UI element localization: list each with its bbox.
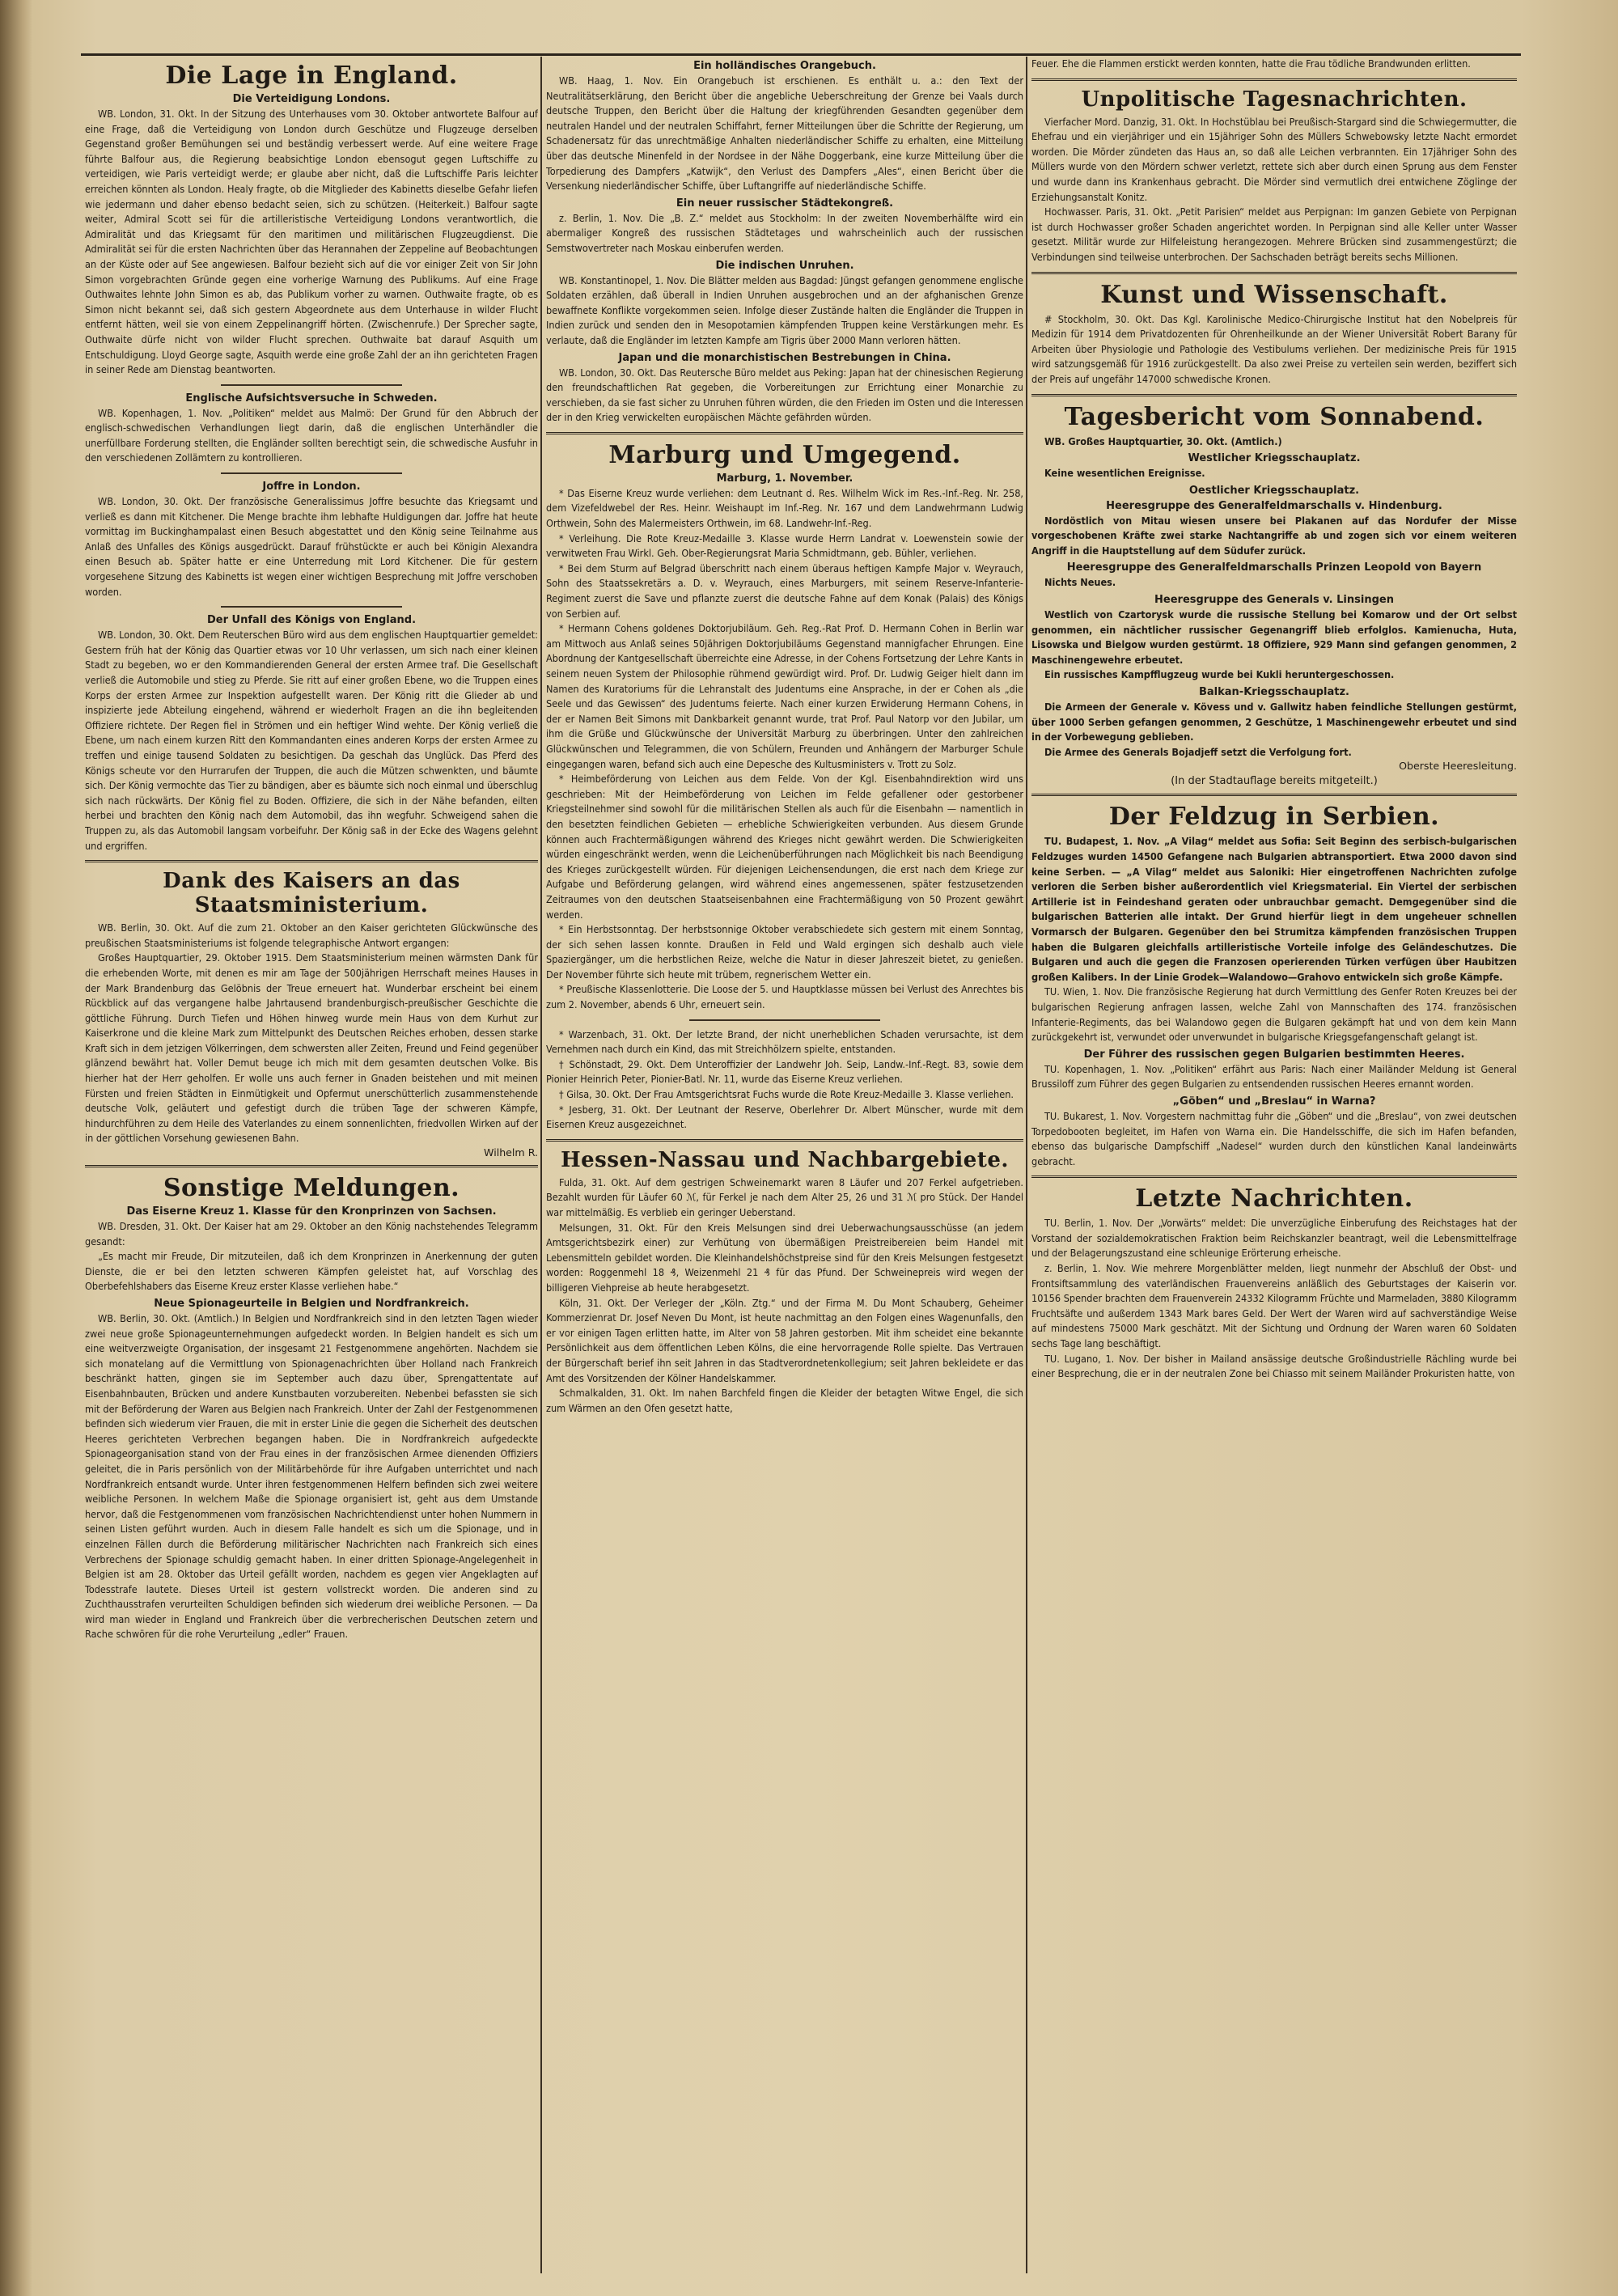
article-text: Vierfacher Mord. Danzig, 31. Okt. In Hochstüblau bei Preußisch-Stargard sind die Schwiegermutter, die Ehefrau und ein vierjähriger und ein 15jähriger Sohn des Müllers Schwebowsky letzte Nacht ermordet worden. Die Mörder zündeten das Haus an, so daß alle Leichen verbrannten. Ein 17jähriger Sohn des Müllers wurde von den Mördern schwer verletzt, rettete sich aber durch einen Sprung aus dem Fenster und wurde dann ins Krankenhaus gebracht. Die Mörder sind vermutlich drei entwichene Zöglinge der Erziehungsanstalt Konitz.: [1031, 115, 1517, 203]
article-text: z. Berlin, 1. Nov. Die „B. Z.“ meldet aus Stockholm: In der zweiten Novemberhälfte wird ein abermaliger Kongreß des russischen Städtetages und wahrscheinlich auch der russischen Semstwovertreter nach Moskau einberufen werden.: [546, 211, 1023, 254]
article-text: Nordöstlich von Mitau wiesen unsere bei Plakanen auf das Nordufer der Misse vorgeschobenen Kräfte zwei starke Nachtangriffe ab und zogen sich vor einem weiteren Angriff in die Hauptstellung auf dem Südufer zurück.: [1031, 514, 1517, 557]
article-text: # Stockholm, 30. Okt. Das Kgl. Karolinische Medico-Chirurgische Institut hat den Nobelpreis für Medizin für 1914 dem Privatdozenten für Ohrenheilkunde an der Wiener Universität Robert Barany für Arbeiten über Physiologie und Pathologie des Vestibulums verliehen. Der medizinische Preis für 1915 wird satzungsgemäß für 1916 zurückgestellt. Da also zwei Preise zu verteilen sein werden, beziffert sich der Preis auf ungefähr 147000 schwedische Kronen.: [1031, 312, 1517, 385]
separator: [221, 472, 402, 474]
article-text: Großes Hauptquartier, 29. Oktober 1915. Dem Staatsministerium meinen wärmsten Dank für die erhebenden Worte, mit denen es mir am Tage der 500jährigen Herrschaft meines Hauses in der Mark Brandenburg das Gelöbnis der Treue erneuert hat. Wunderbar erscheint bei einem Rückblick auf das vergangene halbe Jahrtausend brandenburgisch-preußischer Geschichte die göttliche Führung. Durch Tiefen und Höhen hinweg wurde mein Haus von dem Kurhut zur Kaiserkrone und die kleine Mark zum Mittelpunkt des Deutschen Reiches erhoben, dessen starke Kraft sich in dem jetzigen Völkerringen, dem schwersten aller Zeiten, Freund und Feind gegenüber glänzend bewährt hat. Voller Demut beuge ich mich mit dem gesamten deutschen Volke. Bis hierher hat der Herr geholfen. Er wolle uns auch ferner in Gnaden beistehen und mit meinen Fürsten und freien Städten in Einmütigkeit und Opfermut unerschütterlich zusammenstehende deutsche Volk, geläutert und gefestigt durch die trüben Tage der schweren Kämpfe, hindurchführen zu dem Heile des Vaterlandes zu einem sonnenlichten, friedvollen Wirken auf der in der göttlichen Vorsehung gewiesenen Bahn.: [85, 951, 538, 1145]
section-rule: [85, 1165, 538, 1167]
article-text: Hochwasser. Paris, 31. Okt. „Petit Parisien“ meldet aus Perpignan: Im ganzen Gebiete von Perpignan ist durch Hochwasser großer Schaden angerichtet worden. In Perpignan sind alle Keller unter Wasser gesetzt. Militär wurde zur Hilfeleistung herangezogen. Mehrere Brücken sind zusammengestürzt; die Verbindungen sind teilweise unterbrochen. Der Sachschaden beträgt bereits sechs Millionen.: [1031, 205, 1517, 263]
headline-hessen-nassau: Hessen-Nassau und Nachbargebiete.: [561, 1147, 1009, 1172]
article-text: WB. London, 30. Okt. Dem Reuterschen Büro wird aus dem englischen Hauptquartier gemeldet: Gestern früh hat der König das Quartier etwas vor 10 Uhr verlassen, um sich nach einer kleinen Stadt zu begeben, wo er den Kommandierenden General der ersten Armee traf. Die Gesellschaft verließ die Automobile und stieg zu Pferde. Sie ritt auf einer großen Ebene, wo die Truppen eines Korps der ersten Armee zur Inspektion aufgestellt waren. Der König ritt die Glieder ab und inspizierte jede Abteilung eingehend, während er wiederholt Fragen an die ihn begleitenden Offiziere richtete. Der Regen fiel in Strömen und ein heftiger Wind wehte. Der König verließ die Ebene, um nach einem kurzen Ritt den Kommandanten eines anderen Korps der ersten Armee zu treffen und einige tausend Soldaten zu besichtigen. Da geschah das Unglück. Das Pferd des Königs scheute vor den Hurrarufen der Truppen, die auch die Mützen schwenkten, und bäumte sich. Der König vermochte das Tier zu bändigen, aber es bäumte sich noch einmal und überschlug sich nach rückwärts. Der König fiel zu Boden. Offiziere, die sich in der Nähe befanden, eilten herbei und brachten den König nach dem Automobil, das ihn wegfuhr. Schweigend sahen die Truppen zu, als das Automobil langsam vorbeifuhr. Der König saß in der Ecke des Wagens gelehnt und ergriffen.: [85, 629, 538, 852]
headline-unpolitische: Unpolitische Tagesnachrichten.: [1081, 87, 1468, 112]
section-rule: [546, 1139, 1023, 1142]
article-text: TU. Berlin, 1. Nov. Der „Vorwärts“ meldet: Die unverzügliche Einberufung des Reichstages hat der Vorstand der sozialdemokratischen Fraktion beim Reichskanzler beantragt, weil die Lebensmittelfrage und der Belagerungszustand eine schleunige Erörterung erheische.: [1031, 1217, 1517, 1260]
headline-letzte-nachrichten: Letzte Nachrichten.: [1135, 1184, 1413, 1214]
section-rule: [1031, 1176, 1517, 1178]
article-text: Die Armeen der Generale v. Kövess und v. Gallwitz haben feindliche Stellungen gestürmt, über 1000 Serben gefangen genommen, 2 Geschütze, 1 Maschinengewehr erbeutet und sind in der Vorbewegung geblieben.: [1031, 701, 1517, 743]
article-text: WB. Großes Hauptquartier, 30. Okt. (Amtlich.): [1044, 434, 1282, 447]
subhead-ost: Oestlicher Kriegsschauplatz.: [1188, 484, 1360, 497]
subhead-linsingen: Heeresgruppe des Generals v. Linsingen: [1154, 594, 1394, 607]
headline-tagesbericht: Tagesbericht vom Sonnabend.: [1064, 402, 1485, 431]
subhead-schweden: Englische Aufsichtsversuche in Schweden.: [185, 392, 438, 405]
article-text: * Warzenbach, 31. Okt. Der letzte Brand, der nicht unerheblichen Schaden verursachte, ist dem Vernehmen nach durch ein Kind, das mit Streichhölzern spielte, entstanden.: [546, 1027, 1023, 1056]
headline-marburg: Marburg und Umgegend.: [608, 440, 961, 469]
article-text: * Hermann Cohens goldenes Doktorjubiläum. Geh. Reg.-Rat Prof. D. Hermann Cohen in Berlin war am Mittwoch aus Anlaß seines 50jährigen Doktorjubiläums Gegenstand mannigfacher Ehrungen. Eine Abordnung der Kantgesellschaft überreichte eine Adresse, in der Cohens Fortsetzung der Lehre Kants in seinem neuen System der Philosophie rühmend gewürdigt wird. Prof. Dr. Ludwig Geiger hielt dann im Namen des Kuratoriums für die Lehranstalt des Judentums eine Ansprache, in der er Cohen als „die Seele und das Gewissen“ des Judentums feierte. Nach einer kurzen Erwiderung Hermann Cohens, in der er Namen Beit Simons mit Dankbarkeit genannt wurde, trat Prof. Paul Natorp vor den Jubilar, um ihm die Grüße und Glückwünsche der Universität Marburg zu überbringen. Unter den zahlreichen Glückwünschen und Telegrammen, die von Schülern, Freunden und Anhängern der Marburger Schule eingegangen waren, befand sich auch eine Depesche des Kultusministers v. Trott zu Solz.: [546, 622, 1023, 770]
article-text: WB. London, 31. Okt. In der Sitzung des Unterhauses vom 30. Oktober antwortete Balfour auf eine Frage, daß die Verteidigung von London durch Geschütze und Flugzeuge derselben Gegenstand großer Bemühungen sei und beständig verbessert werde. Auf eine weitere Frage führte Balfour aus, die Regierung beabsichtige London ebensogut gegen Luftschiffe zu verteidigen, wie Paris verteidigt werde; er glaube aber nicht, daß die Luftschiffe Paris leichter erreichen könnten als London. Healy fragte, ob die Mitglieder des Kabinetts dieselbe Gefahr liefen wie jedermann und daher ebenso bedacht seien, sich zu schützen. (Heiterkeit.) Balfour sagte weiter, Admiral Scott sei für die artilleristische Verteidigung Londons verantwortlich, die Admiralität und das Kriegsamt für den maritimen und militärischen Flugzeugdienst. Die Admiralität sei für die ersten Nachrichten über das Herannahen der Zeppeline auf Beobachtungen an der Küste oder auf See angewiesen. Balfour bezieht sich auf die vor einiger Zeit von Sir John Simon vorgebrachten Gründe gegen eine vorherige Warnung des Publikums. Auf eine Frage Outhwaites lehnte John Simon es ab, das Publikum vorher zu warnen. Outhwaite fragte, ob es Simon nicht bekannt sei, daß sich gestern Abgeordnete aus dem Unterhause in wilder Flucht entfernt hätten, weil sie von einem Zeppelinangriff hörten. (Zwischenrufe.) Der Sprecher sagte, Outhwaite dürfe nicht von wilder Flucht sprechen. Outhwaite bat darauf Asquith um Entschuldigung. Lloyd George sagte, Asquith werde eine große Zahl der an ihn gerichteten Fragen in seiner Rede am Dienstag beantworten.: [85, 108, 538, 376]
column-rule-1: [540, 57, 542, 2273]
top-rule: [81, 53, 1521, 56]
article-text: Die Armee des Generals Bojadjeff setzt die Verfolgung fort.: [1044, 745, 1352, 758]
section-rule: [85, 860, 538, 862]
article-text: WB. London, 30. Okt. Das Reutersche Büro meldet aus Peking: Japan hat der chinesischen Regierung den freundschaftlichen Rat gegeben, die Vorbereitungen zur Errichtung einer Monarchie zu verschieben, da sie fast sicher zu Unruhen führen würden, die den Frieden im Osten und die Interessen der in den Krieg verwickelten europäischen Mächte gefährden würden.: [546, 366, 1023, 424]
article-text: Ein russisches Kampfflugzeug wurde bei Kukli heruntergeschossen.: [1044, 668, 1395, 681]
column-2: [546, 57, 1023, 2280]
separator: [221, 606, 402, 608]
subhead-leopold: Heeresgruppe des Generalfeldmarschalls Prinzen Leopold von Bayern: [1066, 561, 1482, 574]
subhead-staedtekongress: Ein neuer russischer Städtekongreß.: [676, 197, 894, 210]
page-edge-shadow: [0, 0, 32, 2296]
article-text: TU. Bukarest, 1. Nov. Vorgestern nachmittag fuhr die „Göben“ und die „Breslau“, von zwei deutschen Torpedobooten begleitet, im Hafen von Warna ein. Die Handelsschiffe, die sich im Hafen befanden, ebenso das bulgarische Dampfschiff „Nadesel“ wurden durch den künstlichen Kanal landeinwärts gebracht.: [1031, 1109, 1517, 1167]
article-text: TU. Wien, 1. Nov. Die französische Regierung hat durch Vermittlung des Genfer Roten Kreuzes bei der bulgarischen Regierung anfragen lassen, welche Zahl von Mannschaften des 174. französischen Infanterie-Regiments, das bei Walandowo gegen die Bulgaren gekämpft hat und von dem kein Mann zurückgekehrt ist, verwundet oder unverwundet in bulgarische Kriegsgefangenschaft gelangt ist.: [1031, 985, 1517, 1044]
subhead-hindenburg: Heeresgruppe des Generalfeldmarschalls v. Hindenburg.: [1106, 499, 1442, 512]
article-text: * Verleihung. Die Rote Kreuz-Medaille 3. Klasse wurde Herrn Landrat v. Loewenstein sowie der verwitweten Frau Wirkl. Geh. Ober-Regierungsrat Maria Schmidtmann, geb. Bühler, verliehen.: [546, 532, 1023, 560]
article-text: „Es macht mir Freude, Dir mitzuteilen, daß ich dem Kronprinzen in Anerkennung der guten Dienste, die er bei den letzten schweren Kämpfen geleistet hat, auf Vorschlag des Oberbefehlshabers das Eiserne Kreuz erster Klasse verliehen habe.“: [85, 1250, 538, 1293]
article-text: Fulda, 31. Okt. Auf dem gestrigen Schweinemarkt waren 8 Läufer und 207 Ferkel aufgetrieben. Bezahlt wurden für Läufer 60 ℳ, für Ferkel je nach dem Alter 25, 26 und 31 ℳ pro Stück. Der Handel war mittelmäßig. Es verblieb ein geringer Ueberstand.: [546, 1176, 1023, 1218]
article-text: Westlich von Czartorysk wurde die russische Stellung bei Komarow und der Ort selbst genommen, ein nächtlicher russischer Gegenangriff blieb erfolglos. Kamienucha, Huta, Lisowska und Bielgow wurden gestürmt. 18 Offiziere, 929 Mann sind gefangen genommen, 2 Maschinengewehre erbeutet.: [1031, 608, 1517, 666]
section-rule: [546, 432, 1023, 434]
article-text: WB. Konstantinopel, 1. Nov. Die Blätter melden aus Bagdad: Jüngst gefangen genommene englische Soldaten erzählen, daß überall in Indien Unruhen ausgebrochen und an der afghanischen Grenze bewaffnete Konflikte vorgekommen seien. Infolge dieser Zustände halten die Engländer die Truppen in Indien zurück und senden den in Mesopotamien kämpfenden Truppen keine Verstärkungen mehr. Es verlaute, daß die Engländer im letzten Kampfe am Tigris über 2000 Mann verloren hätten.: [546, 273, 1023, 346]
headline-kunst: Kunst und Wissenschaft.: [1100, 280, 1448, 309]
section-rule: [1031, 794, 1517, 796]
section-rule: [1031, 272, 1517, 274]
article-text: * Heimbeförderung von Leichen aus dem Felde. Von der Kgl. Eisenbahndirektion wird uns geschrieben: Mit der Heimbeförderung von Leichen im Felde gefallener oder gestorbener Kriegsteilnehmer sind sowohl für die militärischen Stellen als auch für die Eisenbahn — namentlich in den besetzten feindlichen Gebieten — erhebliche Schwierigkeiten verbunden. Aus diesem Grunde können auch Frachtermäßigungen während des Krieges nicht gewährt werden. Die Schwierigkeiten würden eingeschränkt werden, wenn die Leichenüberführungen nach Möglichkeit bis nach Beendigung des Krieges zurückgestellt würden. Für diejenigen Leichensendungen, die erst nach dem Kriege zur Aufgabe und Beförderung gelangen, wird während eines angemessenen, später festzusetzenden Zeitraumes von den deutschen Staatseisenbahnen eine Frachtermäßigung von 50 Prozent gewährt werden.: [546, 773, 1023, 921]
article-text: WB. Haag, 1. Nov. Ein Orangebuch ist erschienen. Es enthält u. a.: den Text der Neutralitätserklärung, den Bericht über die angebliche Ueberschreitung der Grenze bei Vaals durch deutsche Truppen, den Bericht über die Haltung der kriegführenden Gesandten gegenüber dem neutralen Handel und der neutralen Schiffahrt, ferner Mitteilungen über die Schritte der Regierung, um Schadenersatz für das unrechtmäßige Anhalten niederländischer Schiffe zu erhalten, eine Mitteilung über das deutsche Minenfeld in der Nordsee in der Nähe Doggerbank, eine kurze Mitteilung über die Torpedierung des Dampfers „Katwijk“, den Verlust des Dampfers „Ales“, einen Bericht über die Versenkung niederländischer Schiffe, über Luftangriffe auf niederländische Schiffe.: [546, 74, 1023, 193]
subhead-balkan: Balkan-Kriegsschauplatz.: [1199, 686, 1349, 699]
article-text: WB. Berlin, 30. Okt. Auf die zum 21. Oktober an den Kaiser gerichteten Glückwünsche des preußischen Staatsministeriums ist folgende telegraphische Antwort ergangen:: [85, 921, 538, 949]
article-text: TU. Budapest, 1. Nov. „A Vilag“ meldet aus Sofia: Seit Beginn des serbisch-bulgarischen Feldzuges wurden 14500 Gefangene nach Bulgarien abtransportiert. Etwa 2000 davon sind keine Serben. — „A Vilag“ meldet aus Saloniki: Hier eingetroffenen Nachrichten zufolge verloren die Serben bisher außerordentlich viel Kriegsmaterial. Ein Viertel der serbischen Artillerie ist in Feindeshand geraten oder unbrauchbar gemacht. Demgegenüber sind die bulgarischen Batterien alle intakt. Der Grund hierfür liegt in dem ungeheuer schnellen Vormarsch der Bulgaren. Gegenüber den bei Strumitza kämpfenden französischen Truppen haben die Bulgaren gleichfalls artilleristische Vorteile infolge des Geländeschutzes. Die Bulgaren und auch die gegen die Franzosen operierenden Türken verfügen über Haubitzen großen Kalibers. In der Linie Grodek—Walandowo—Grahovo entwickeln sich große Kämpfe.: [1031, 835, 1517, 983]
article-text: * Ein Herbstsonntag. Der herbstsonnige Oktober verabschiedete sich gestern mit einem Sonntag, der sich sehen lassen konnte. Draußen in Feld und Wald ergingen sich deshalb auch viele Spaziergänger, um die herbstlichen Reize, welche die Natur in dieser Jahreszeit bietet, zu genießen. Der November führte sich heute mit trübem, regnerischem Wetter ein.: [546, 923, 1023, 981]
article-text: WB. Dresden, 31. Okt. Der Kaiser hat am 29. Oktober an den König nachstehendes Telegramm gesandt:: [85, 1220, 538, 1248]
headline-dank-des-kaisers: Dank des Kaisers an das Staatsministerium.: [163, 869, 460, 918]
article-text: * Das Eiserne Kreuz wurde verliehen: dem Leutnant d. Res. Wilhelm Wick im Res.-Inf.-Reg. Nr. 258, dem Vizefeldwebel der Res. Heinr. Weishaupt im Inf.-Reg. Nr. 167 und dem Landwehrmann Ludwig Orthwein, Sohn des Malermeisters Orthwein, im 68. Landwehr-Inf.-Reg.: [546, 486, 1023, 530]
article-text: † Gilsa, 30. Okt. Der Frau Amtsgerichtsrat Fuchs wurde die Rote Kreuz-Medaille 3. Klasse verliehen.: [559, 1088, 1014, 1101]
headline-sonstige-meldungen: Sonstige Meldungen.: [163, 1174, 460, 1203]
subhead-joffre: Joffre in London.: [262, 481, 361, 494]
separator: [689, 1019, 880, 1021]
article-text: TU. Lugano, 1. Nov. Der bisher in Mailand ansässige deutsche Großindustrielle Rächling wurde bei einer Besprechung, die er in der neutralen Zone bei Chiasso mit seinem Mailänder Prokuristen hatte, von: [1031, 1352, 1517, 1380]
article-text: Köln, 31. Okt. Der Verleger der „Köln. Ztg.“ und der Firma M. Du Mont Schauberg, Geheimer Kommerzienrat Dr. Josef Neven Du Mont, ist heute nachmittag an den Folgen eines Wagenunfalls, den er vor einigen Tagen erlitten hatte, im Alter von 58 Jahren gestorben. Mit ihm scheidet eine bekannte Persönlichkeit aus dem öffentlichen Leben Kölns, die eine hervorragende Rolle spielte. Das Vertrauen der Bürgerschaft berief ihn seit Jahren in das Stadtverordnetenkollegium; seit Jahren bekleidete er das Amt des Vorsitzenden der Kölner Handelskammer.: [546, 1296, 1023, 1384]
article-text: Feuer. Ehe die Flammen erstickt werden konnten, hatte die Frau tödliche Brandwunden erlitten.: [1031, 57, 1471, 70]
dateline: Marburg, 1. November.: [716, 472, 853, 485]
article-text: z. Berlin, 1. Nov. Wie mehrere Morgenblätter melden, liegt nunmehr der Abschluß der Obst- und Frontsiftsammlung des vaterländischen Frauenvereins anläßlich des Geburtstages der Kaiserin vor. 10156 Spender brachten dem Frauenverein 24332 Kilogramm Früchte und Marmeladen, 3880 Kilogramm Fruchtsäfte und außerdem 1343 Mark bares Geld. Der Wert der Waren wird auf sachverständige Weise auf mindestens 75000 Mark geschätzt. Mit der Sichtung und Ordnung der Waren waren 60 Soldaten sechs Tage lang beschäftigt.: [1031, 1262, 1517, 1350]
subhead-spionage: Neue Spionageurteile in Belgien und Nordfrankreich.: [154, 1298, 469, 1310]
article-text: * Bei dem Sturm auf Belgrad überschritt nach einem überaus heftigen Kampfe Major v. Weyrauch, Sohn des Staatssekretärs a. D. v. Weyrauch, eines Marburgers, mit seinem Reserve-Infanterie-Regiment zuerst die Save und pflanzte zuerst die deutsche Fahne auf dem Konak (Palais) des Königs von Serbien auf.: [546, 561, 1023, 620]
article-text: Nichts Neues.: [1044, 576, 1116, 589]
article-text: WB. Berlin, 30. Okt. (Amtlich.) In Belgien und Nordfrankreich sind in den letzten Tagen wieder zwei neue große Spionageunternehmungen aufgedeckt worden. In Belgien handelt es sich um eine weitverzweigte Organisation, der insgesamt 21 Festgenommene angehörten. Nachdem sie sich monatelang auf die Vermittlung von Spionagenachrichten über Holland nach Frankreich beschränkt hatten, gingen sie im September auch dazu über, Sprengattentate auf Eisenbahnbauten, Brücken und andere Kunstbauten vorzubereiten. Nebenbei befassten sie sich mit der Beförderung der Waren aus Belgien nach Frankreich. Unter der Zahl der Festgenommenen befinden sich wiederum vier Frauen, die mit in erster Linie die gegen die Sicherheit des deutschen Heeres gerichteten Verbrechen begangen haben. Die in Nordfrankreich aufgedeckte Spionageorganisation stand von der Frau eines in der französischen Armee dienenden Offiziers geleitet, die in Paris persönlich von der Militärbehörde für ihre Aufgaben unterrichtet und nach Nordfrankreich entsandt wurde. Unter ihren festgenommenen Helfern befinden sich zwei weitere weibliche Personen. In welchem Maße die Spionage organisiert ist, geht aus dem Umstande hervor, daß die Festgenommenen vom französischen Nachrichtendienst unter hohen Nummern in seinen Listen geführt wurden. Auch in diesem Falle handelt es sich um die Spionage, und in einzelnen Fällen durch die Beförderung militärischer Nachrichten nach Frankreich sich eines Verbrechens der Spionage schuldig gemacht haben. In einer dritten Spionage-Angelegenheit in Belgien ist am 28. Oktober das Urteil gefällt worden, nachdem es gegen vier Angeklagten auf Todesstrafe lautete. Dieses Urteil ist gestern vollstreckt worden. Die anderen sind zu Zuchthausstrafen verurteilten Schuldigen befinden sich wiederum drei weibliche Personen. — Da wird man wieder in England und Frankreich über die verbrecherischen Deutschen zetern und Rache schwören für die rohe Verurteilung „edler“ Frauen.: [85, 1312, 538, 1641]
subhead-west: Westlicher Kriegsschauplatz.: [1188, 452, 1361, 465]
article-text: * Preußische Klassenlotterie. Die Loose der 5. und Hauptklasse müssen bei Verlust des Anrechtes bis zum 2. November, abends 6 Uhr, erneuert sein.: [546, 983, 1023, 1011]
article-text: TU. Kopenhagen, 1. Nov. „Politiken“ erfährt aus Paris: Nach einer Mailänder Meldung ist General Brussiloff zum Führer des gegen Bulgarien zu entsendenden russischen Heeres ernannt worden.: [1031, 1062, 1517, 1091]
subhead-fuehrer: Der Führer des russischen gegen Bulgarien bestimmten Heeres.: [1083, 1048, 1465, 1061]
article-text: Keine wesentlichen Ereignisse.: [1044, 467, 1205, 480]
separator: [221, 384, 402, 386]
column-1: [85, 57, 538, 2280]
subhead-japan-china: Japan und die monarchistischen Bestrebungen in China.: [618, 351, 951, 364]
column-rule-2: [1026, 57, 1027, 2273]
column-3: [1031, 57, 1517, 2280]
signature: Wilhelm R.: [484, 1146, 538, 1159]
signature: Oberste Heeresleitung.: [1399, 760, 1517, 773]
article-text: WB. London, 30. Okt. Der französische Generalissimus Joffre besuchte das Kriegsamt und verließ es dann mit Kitchener. Die Menge brachte ihm lebhafte Huldigungen dar. Joffre hat heute vormittag im Buckinghampalast einen Besuch abgestattet und den König seine Teilnahme aus Anlaß des Unfalles des Königs ausgedrückt. Darauf frühstückte er auch bei Königin Alexandra einen Besuch ab. Später hatte er eine Unterredung mit Lord Kitchener. Die für gestern vorgesehene Sitzung des Kabinetts ist wegen einer wichtigen Besprechung mit Joffre verschoben worden.: [85, 495, 538, 598]
article-text: WB. Kopenhagen, 1. Nov. „Politiken“ meldet aus Malmö: Der Grund für den Abbruch der englisch-schwedischen Verhandlungen liegt darin, daß die englischen Unterhändler die unerfüllbare Forderung stellten, die Engländer sollten berechtigt sein, die schwedische Ausfuhr in den verschiedenen Zollämtern zu kontrollieren.: [85, 406, 538, 464]
headline-lage-in-england: Die Lage in England.: [165, 61, 458, 90]
article-text: Melsungen, 31. Okt. Für den Kreis Melsungen sind drei Ueberwachungsausschüsse (an jedem Amtsgerichtsbezirk einer) zur Verhütung von übermäßigen Preistreibereien beim Handel mit Lebensmitteln gebildet worden. Die Kleinhandelshöchstpreise sind für den Kreis Melsungen festgesetzt worden: Roggenmehl 18 ₰, Weizenmehl 21 ₰ für das Pfund. Der Schweinepreis wird wegen der billigeren Viehpreise ab heute herabgesetzt.: [546, 1221, 1023, 1294]
article-text: * Jesberg, 31. Okt. Der Leutnant der Reserve, Oberlehrer Dr. Albert Münscher, wurde mit dem Eisernen Kreuz ausgezeichnet.: [546, 1103, 1023, 1131]
subhead-goeben: „Göben“ und „Breslau“ in Warna?: [1172, 1095, 1376, 1108]
article-text: † Schönstadt, 29. Okt. Dem Unteroffizier der Landwehr Joh. Seip, Landw.-Inf.-Regt. 83, sowie dem Pionier Heinrich Peter, Pionier-Batl. Nr. 11, wurde das Eiserne Kreuz verliehen.: [546, 1057, 1023, 1086]
section-rule: [1031, 394, 1517, 396]
article-text: Schmalkalden, 31. Okt. Im nahen Barchfeld fingen die Kleider der betagten Witwe Engel, die sich zum Wärmen an den Ofen gesetzt hatte,: [546, 1387, 1023, 1414]
subhead-verteidigung-londons: Die Verteidigung Londons.: [232, 93, 391, 105]
note: (In der Stadtauflage bereits mitgeteilt.): [1171, 775, 1378, 788]
subhead-orangebuch: Ein holländisches Orangebuch.: [693, 60, 876, 72]
section-rule: [1031, 78, 1517, 81]
subhead-indische-unruhen: Die indischen Unruhen.: [715, 259, 854, 272]
subhead-eisernes-kreuz: Das Eiserne Kreuz 1. Klasse für den Kronprinzen von Sachsen.: [126, 1205, 497, 1218]
subhead-unfall-koenig: Der Unfall des Königs von England.: [206, 614, 417, 627]
headline-feldzug-serbien: Der Feldzug in Serbien.: [1108, 803, 1440, 832]
